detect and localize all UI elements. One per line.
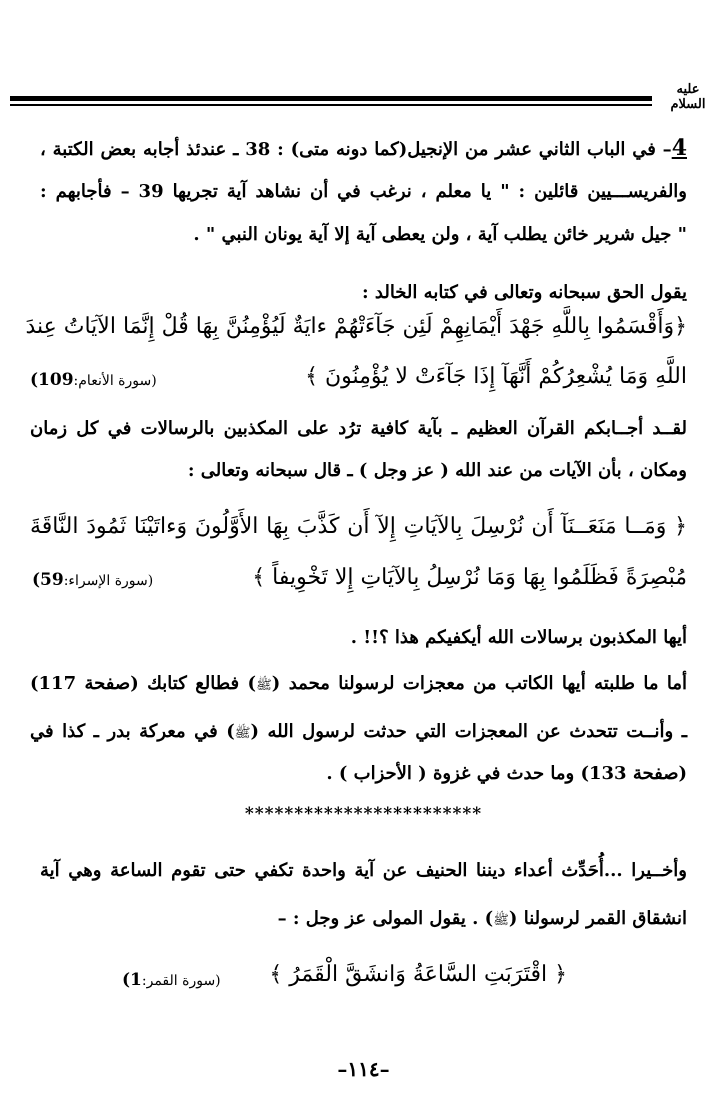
separator-stars: ************************ [244, 804, 483, 824]
intro-text: يقول الحق سبحانه وتعالى في كتابه الخالد : [361, 282, 687, 303]
pbuh-icon: ﷺ [493, 913, 509, 928]
verse2-line2: مُبْصِرَةً فَظَلَمُوا بِهَا وَمَا نُرْسِلُ بِالآيَاتِ إِلا تَخْوِيفاً ﴾ [252, 565, 687, 590]
page-number: –١١٤– [337, 1057, 390, 1081]
para4-line1: وأخــيرا ...أُحَدِّث أعداء ديننا الحنيف عن آية واحدة تكفي حتى تقوم الساعة وهي آية [40, 860, 687, 881]
verse2-reference: (سورة الإسراء:59) [32, 570, 154, 590]
header-rule-thin [10, 104, 652, 106]
para1-line3: " جيل شرير خائن يطلب آية ، ولن يعطى آية إلا آية يونان النبي " . [193, 224, 687, 245]
verse1-reference: (سورة الأنعام:109) [30, 370, 157, 390]
pbuh-seal-icon: عليه السلام [670, 82, 706, 112]
pbuh-icon: ﷺ [256, 678, 272, 693]
verse3-text: ﴿ اقْتَرَبَتِ السَّاعَةُ وَانشَقَّ الْقَمَرُ ﴾ [269, 962, 567, 987]
header-rule-thick [10, 96, 652, 101]
verse1-line1: ﴿وَأَقْسَمُوا بِاللَّهِ جَهْدَ أَيْمَانِهِمْ لَئِن جَآءَتْهُمْ ءايَةٌ لَيُؤْمِنُنَّ بِهَا قُلْ إِنَّمَا الآيَاتُ عِندَ [25, 314, 687, 339]
para1-line1: 4– في الباب الثاني عشر من الإنجيل(كما دونه متى) : 38 ـ عندئذ أجابه بعض الكتبة ، [40, 135, 687, 161]
question-line: أيها المكذبون برسالات الله أيكفيكم هذا ؟!! . [350, 627, 687, 648]
pbuh-icon: ﷺ [234, 726, 251, 741]
verse1-line2: اللَّهِ وَمَا يُشْعِرُكُمْ أَنَّهَآ إِذَا جَآءَتْ لا يُؤْمِنُونَ ﴾ [305, 364, 687, 389]
verse3-reference: (سورة القمر:1) [122, 970, 221, 990]
para3-line2: ـ وأنــت تتحدث عن المعجزات التي حدثت لرسول الله (ﷺ) في معركة بدر ـ كذا في [30, 721, 688, 742]
para4-line2: انشقاق القمر لرسولنا (ﷺ) . يقول المولى عز وجل : – [277, 908, 687, 929]
verse2-line1: ﴿ وَمَــا مَنَعَــنَآ أَن نُرْسِلَ بِالآيَاتِ إِلآ أَن كَذَّبَ بِهَا الأَوَّلُونَ وَءاتَيْنَا ثَمُودَ النَّاقَةَ [30, 514, 687, 539]
para3-line1: أما ما طلبته أيها الكاتب من معجزات لرسولنا محمد (ﷺ) فطالع كتابك (صفحة 117) [30, 673, 688, 694]
para2-line2: ومكان ، بأن الآيات من عند الله ( عز وجل ) ـ قال سبحانه وتعالى : [187, 460, 687, 481]
para2-line1: لقــد أجــابكم القرآن العظيم ـ بآية كافية ترُد على المكذبين بالرسالات في كل زمان [30, 418, 687, 439]
para1-line2: والفريســـيين قائلين : " يا معلم ، نرغب في أن نشاهد آية تجريها 39 – فأجابهم : [40, 181, 688, 202]
item-number: 4 [671, 135, 687, 161]
para3-line3: (صفحة 133) وما حدث في غزوة ( الأحزاب ) . [326, 763, 687, 784]
